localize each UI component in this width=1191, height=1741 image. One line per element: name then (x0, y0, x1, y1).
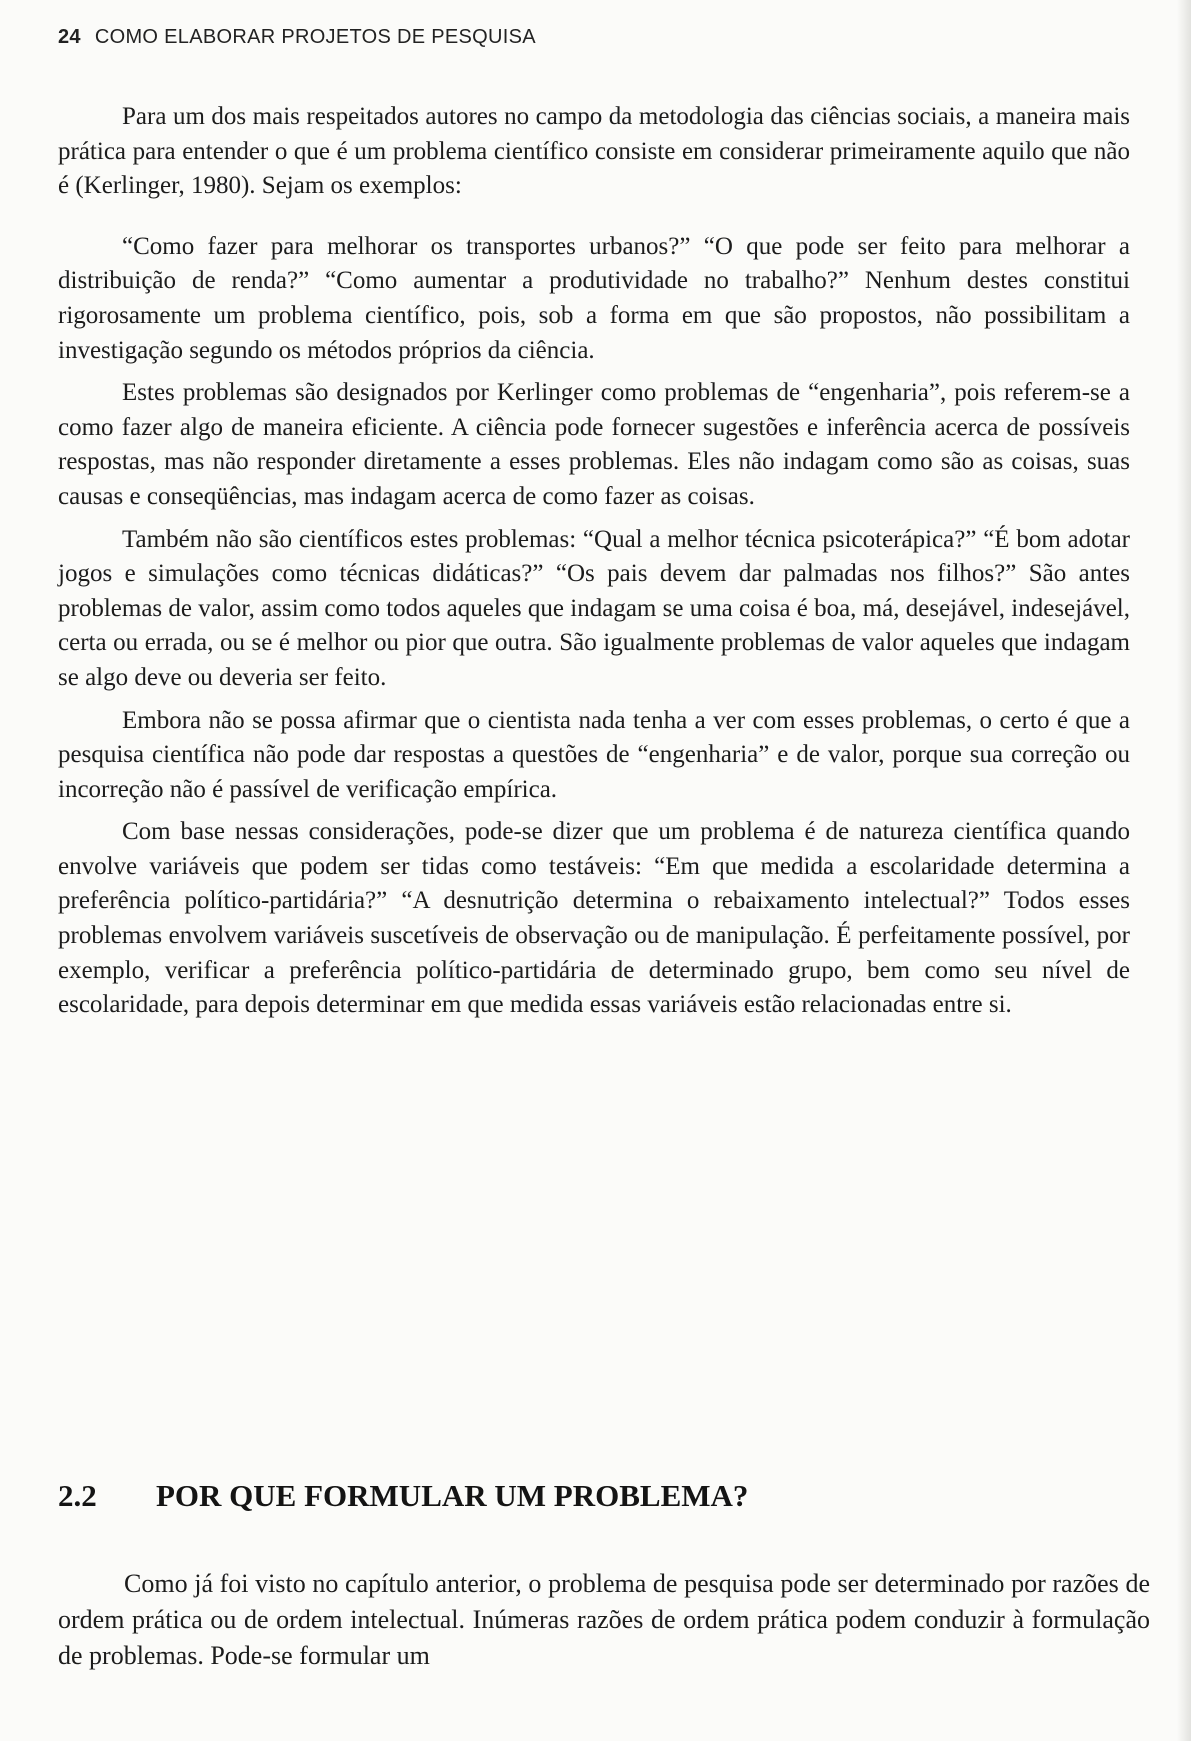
book-title: COMO ELABORAR PROJETOS DE PESQUISA (94, 26, 536, 48)
section-title: POR QUE FORMULAR UM PROBLEMA? (156, 1478, 749, 1513)
section-number: 2.2 (58, 1478, 97, 1513)
running-head (58, 26, 536, 49)
paragraph-engineering-problems: Estes problemas são designados por Kerlinger como problemas de “engenharia”, pois referem-se a como fazer algo de maneira eficiente. A ciência pode fornecer sugestões e inferência acerca de possíveis respostas, mas não responder diretamente a esses problemas. Eles não indagam como são as coisas, suas causas e conseqüências, mas indagam acerca de como fazer as coisas. (58, 379, 1130, 510)
paragraph-kerlinger-intro: Para um dos mais respeitados autores no campo da metodologia das ciências sociais, a maneira mais prática para entender o que é um problema científico consiste em considerar primeiramente aquilo que não é (Kerlinger, 1980). Sejam os exemplos: (58, 103, 1130, 200)
paragraph-scientist-limits: Embora não se possa afirmar que o cientista nada tenha a ver com esses problemas, o certo é que a pesquisa científica não pode dar respostas a questões de “engenharia” e de valor, porque sua correção ou incorreção não é passível de verificação empírica. (58, 706, 1130, 803)
section-heading (58, 1478, 1130, 1514)
body-text (58, 100, 1130, 1023)
paragraph-section-opening: Como já foi visto no capítulo anterior, o problema de pesquisa pode ser determinado por razões de ordem prática ou de ordem intelectual. Inúmeras razões de ordem prática podem conduzir à formulação de problemas. Pode-se formular um (58, 1569, 1150, 1670)
section-body-text (58, 1566, 1150, 1674)
page-number: 24 (58, 26, 81, 48)
paragraph-engineering-examples: “Como fazer para melhorar os transportes urbanos?” “O que pode ser feito para melhorar a distribuição de renda?” “Como aumentar a produtividade no trabalho?” Nenhum destes constitui rigorosamente um problema científico, pois, sob a forma em que são propostos, não possibilitam a investigação segundo os métodos próprios da ciência. (58, 232, 1130, 364)
page-edge-shadow (1177, 0, 1191, 1741)
paragraph-value-problems: Também não são científicos estes problemas: “Qual a melhor técnica psicoterápica?” “É bom adotar jogos e simulações como técnicas didáticas?” “Os pais devem dar palmadas nos filhos?” São antes problemas de valor, assim como todos aqueles que indagam se uma coisa é boa, má, desejável, indesejável, certa ou errada, ou se é melhor ou pior que outra. São igualmente problemas de valor aqueles que indagam se algo deve ou deveria ser feito. (58, 525, 1130, 691)
paragraph-scientific-nature: Com base nessas considerações, pode-se dizer que um problema é de natureza científica quando envolve variáveis que podem ser tidas como testáveis: “Em que medida a escolaridade determina a preferência político-partidária?” “A desnutrição determina o rebaixamento intelectual?” Todos esses problemas envolvem variáveis suscetíveis de observação ou de manipulação. É perfeitamente possível, por exemplo, verificar a preferência político-partidária de determinado grupo, bem como seu nível de escolaridade, para depois determinar em que medida essas variáveis estão relacionadas entre si. (58, 818, 1130, 1019)
